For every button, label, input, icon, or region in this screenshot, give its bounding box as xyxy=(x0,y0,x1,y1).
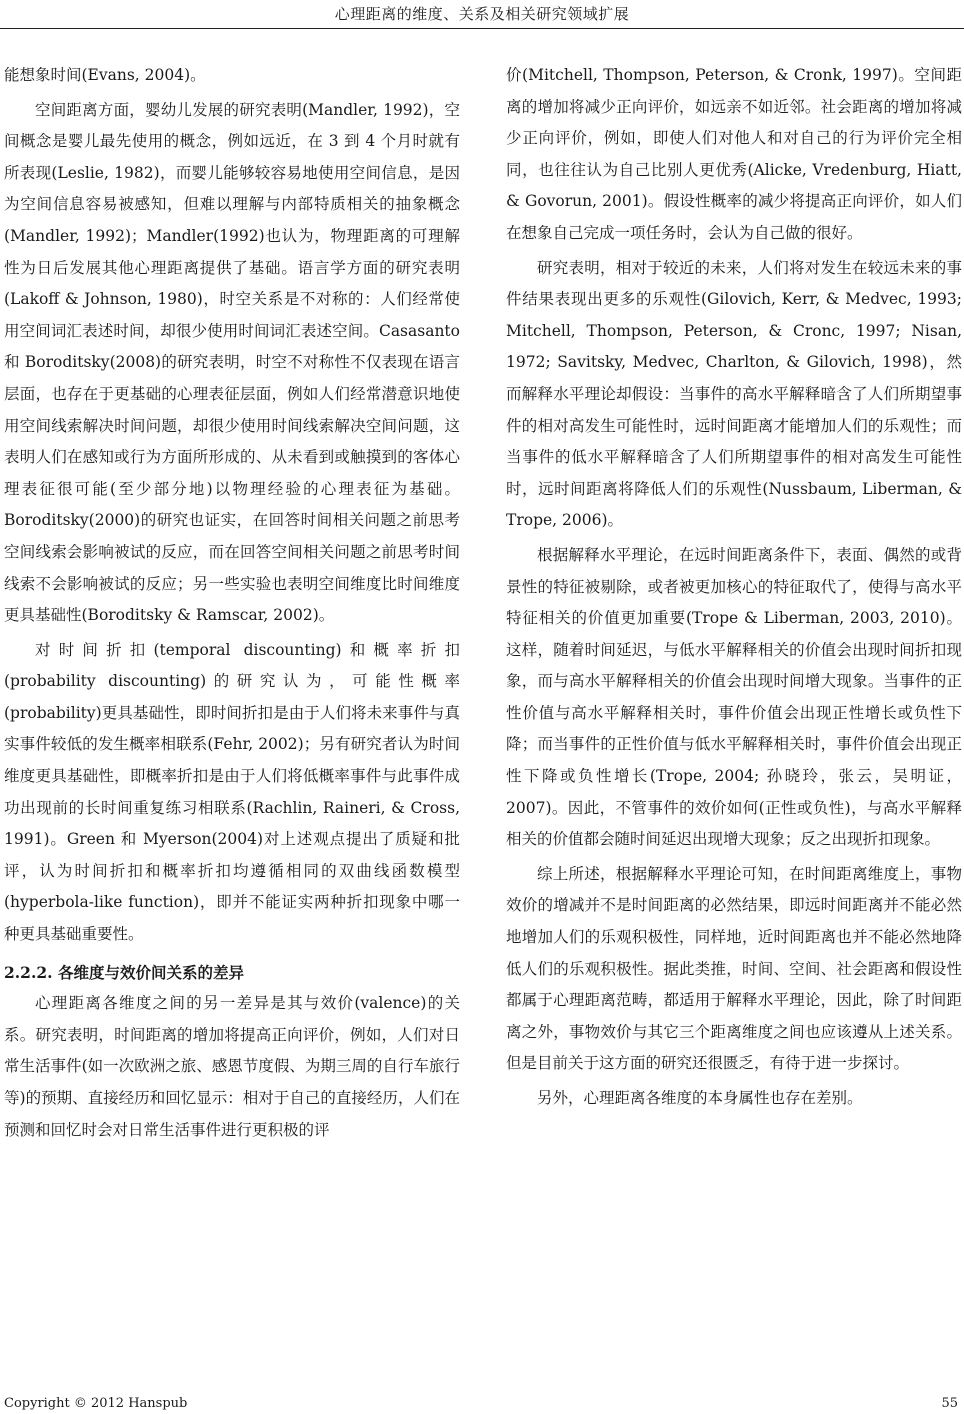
left-column xyxy=(4,60,460,1146)
page-footer xyxy=(0,1396,964,1414)
paragraph: 能想象时间(Evans, 2004)。 xyxy=(4,66,206,84)
paragraph: 对时间折扣(temporal discounting)和概率折扣(probability discounting)的研究认为，可能性概率(probability)更具基础性，即时间折扣是由于人们将未来事件与真实事件较低的发生概率相联系(Fehr, 2002)；另有研究者认为时间维度更具基础性，即概率折扣是由于人们将低概率事件与此事件成功出现前的长时间重复练习相联系(Rachlin, Raineri, & Cross, 1991)。Green 和 Myerson(2004)对上述观点提出了质疑和批评，认为时间折扣和概率折扣均遵循相同的双曲线函数模型(hyperbola-like function)，即并不能证实两种折扣现象中哪一种更具基础重要性。 xyxy=(4,640,460,944)
paragraph: 综上所述，根据解释水平理论可知，在时间距离维度上，事物效价的增减并不是时间距离的必然结果，即远时间距离并不能必然地增加人们的乐观积极性，同样地，近时间距离也并不能必然地降低人们的乐观积极性。据此类推，时间、空间、社会距离和假设性都属于心理距离范畴，都适用于解释水平理论，因此，除了时间距离之外，事物效价与其它三个距离维度之间也应该遵从上述关系。但是目前关于这方面的研究还很匮乏，有待于进一步探讨。 xyxy=(506,864,962,1073)
page-number: 55 xyxy=(941,1396,958,1411)
header-rule xyxy=(0,28,964,29)
running-header xyxy=(0,0,964,30)
paragraph: 根据解释水平理论，在远时间距离条件下，表面、偶然的或背景性的特征被剔除，或者被更加核心的特征取代了，使得与高水平特征相关的价值更加重要(Trope & Liberman, 2003, 2010)。这样，随着时间延迟，与低水平解释相关的价值会出现时间折扣现象，而与高水平解释相关的价值会出现时间增大现象。当事件的正性价值与高水平解释相关时，事件价值会出现正性增长或负性下降；而当事件的正性价值与低水平解释相关时，事件价值会出现正性下降或负性增长(Trope, 2004; 孙晓玲，张云，吴明证，2007)。因此，不管事件的效价如何(正性或负性)，与高水平解释相关的价值都会随时间延迟出现增大现象；反之出现折扣现象。 xyxy=(506,545,962,849)
paragraph: 空间距离方面，婴幼儿发展的研究表明(Mandler, 1992)，空间概念是婴儿最先使用的概念，例如远近，在 3 到 4 个月时就有所表现(Leslie, 1982)，而婴儿能够较容易地使用空间信息，是因为空间信息容易被感知，但难以理解与内部特质相关的抽象概念(Mandler, 1992)；Mandler(1992)也认为，物理距离的可理解性为日后发展其他心理距离提供了基础。语言学方面的研究表明(Lakoff & Johnson, 1980)，时空关系是不对称的：人们经常使用空间词汇表述时间，却很少使用时间词汇表述空间。Casasanto 和 Boroditsky(2008)的研究表明，时空不对称性不仅表现在语言层面，也存在于更基础的心理表征层面，例如人们经常潜意识地使用空间线索解决时间问题，却很少使用时间线索解决空间问题，这表明人们在感知或行为方面所形成的、从未看到或触摸到的客体心理表征很可能(至少部分地)以物理经验的心理表征为基础。Boroditsky(2000)的研究也证实，在回答时间相关问题之前思考空间线索会影响被试的反应，而在回答空间相关问题之前思考时间线索不会影响被试的反应；另一些实验也表明空间维度比时间维度更具基础性(Boroditsky & Ramscar, 2002)。 xyxy=(4,100,460,625)
paragraph: 价(Mitchell, Thompson, Peterson, & Cronk, 1997)。空间距离的增加将减少正向评价，如远亲不如近邻。社会距离的增加将减少正向评价，例如，即使人们对他人和对自己的行为评价完全相同，也往往认为自己比别人更优秀(Alicke, Vredenburg, Hiatt, & Govorun, 2001)。假设性概率的减少将提高正向评价，如人们在想象自己完成一项任务时，会认为自己做的很好。 xyxy=(506,66,962,242)
paragraph: 另外，心理距离各维度的本身属性也存在差别。 xyxy=(537,1089,863,1107)
paragraph: 研究表明，相对于较近的未来，人们将对发生在较远未来的事件结果表现出更多的乐观性(Gilovich, Kerr, & Medvec, 1993; Mitchell, Thompson, Peterson, & Cronc, 1997; Nisan, 1972; Savitsky, Medvec, Charlton, & Gilovich, 1998)，然而解释水平理论却假设：当事件的高水平解释暗含了人们所期望事件的相对高发生可能性时，远时间距离才能增加人们的乐观性；而当事件的低水平解释暗含了人们所期望事件的相对高发生可能性时，远时间距离将降低人们的乐观性(Nussbaum, Liberman, & Trope, 2006)。 xyxy=(506,258,962,530)
copyright-notice: Copyright © 2012 Hanspub xyxy=(4,1396,188,1411)
section-heading: 2.2.2. 各维度与效价间关系的差异 xyxy=(4,962,244,982)
paragraph: 心理距离各维度之间的另一差异是其与效价(valence)的关系。研究表明，时间距离的增加将提高正向评价，例如，人们对日常生活事件(如一次欧洲之旅、感恩节度假、为期三周的自行车旅行等)的预期、直接经历和回忆显示：相对于自己的直接经历，人们在预测和回忆时会对日常生活事件进行更积极的评 xyxy=(4,994,460,1139)
running-header-title: 心理距离的维度、关系及相关研究领域扩展 xyxy=(334,5,630,23)
right-column xyxy=(506,60,962,1115)
